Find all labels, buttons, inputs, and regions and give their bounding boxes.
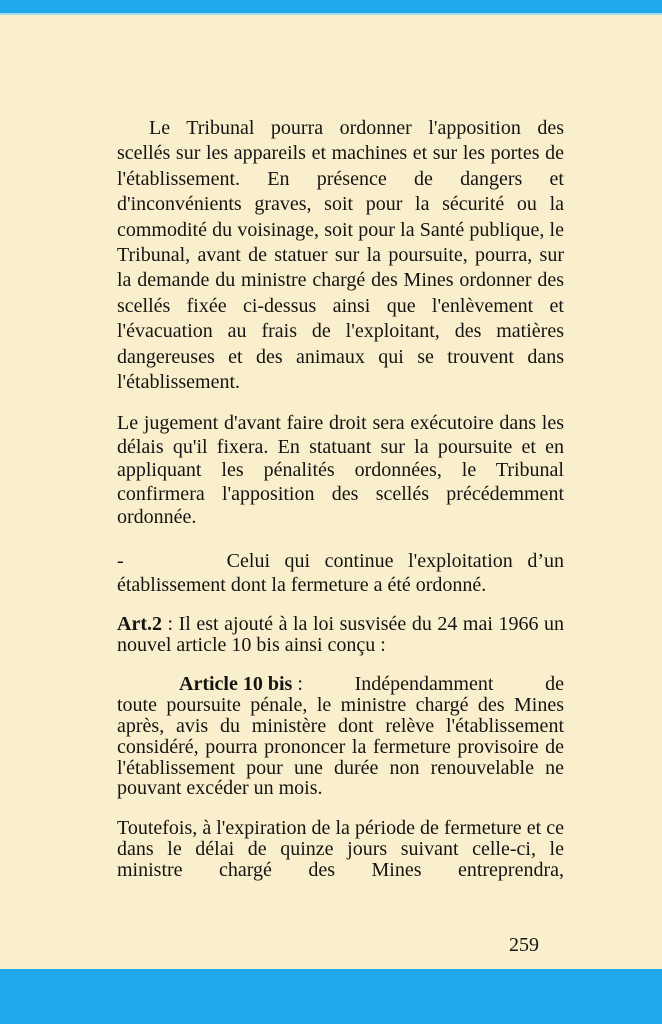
top-border-bar [0,0,662,15]
paragraph-toutefois: Toutefois, à l'expiration de la période de fermeture et ce dans le délai de quinze jours suivant celle-ci, le ministre chargé des Mines entreprendra, [117,817,564,881]
page-content [117,116,564,880]
paragraph-dash-item [117,549,564,598]
art2-text: : Il est ajouté à la loi susvisée du 24 mai 1966 un nouvel article 10 bis ainsi conçu : [117,613,564,657]
dash-item-text: Celui qui continue l'exploitation d’un établissement dont la fermeture a été ordonné. [117,549,564,596]
paragraph-article-10bis [117,674,564,799]
bottom-border-bar [0,969,662,1024]
article-10bis-first-line [117,674,564,695]
article-10bis-colon: : [292,673,303,696]
article-10bis-body-text: toute poursuite pénale, le ministre chargé des Mines après, avis du ministère dont relève l'établissement considéré, pourra prononcer la fermeture provisoire de l'établissement pour une durée non renouvelable ne pouvant excéder un mois. [117,694,564,800]
article-10bis-label: Article 10 bis [179,673,293,696]
paragraph-jugement-avant-faire-droit: Le jugement d'avant faire droit sera exécutoire dans les délais qu'il fixera. En statuant sur la poursuite et en appliquant les pénalités ordonnées, le Tribunal confirmera l'apposition des scellés précédemment ordonnée. [117,412,564,529]
article-10bis-label-group [179,674,303,695]
article-10bis-word-de: de [545,673,564,696]
art2-label: Art.2 [117,613,162,636]
list-dash: - [117,549,124,572]
page-number: 259 [509,934,539,956]
paragraph-tribunal-scelles: Le Tribunal pourra ordonner l'apposition des scellés sur les appareils et machines et sur les portes de l'établissement. En présence de dangers et d'inconvénients graves, soit pour la sécurité ou la commodité du voisinage, soit pour la Santé publique, le Tribunal, avant de statuer sur la poursuite, pourra, sur la demande du ministre chargé des Mines ordonner des scellés fixée ci-dessus ainsi que l'enlèvement et l'évacuation au frais de l'exploitant, des matières dangereuses et des animaux qui se trouvent dans l'établissement. [117,117,564,394]
article-10bis-word-independamment: Indépendamment [354,673,494,696]
paragraph-art2 [117,614,564,656]
